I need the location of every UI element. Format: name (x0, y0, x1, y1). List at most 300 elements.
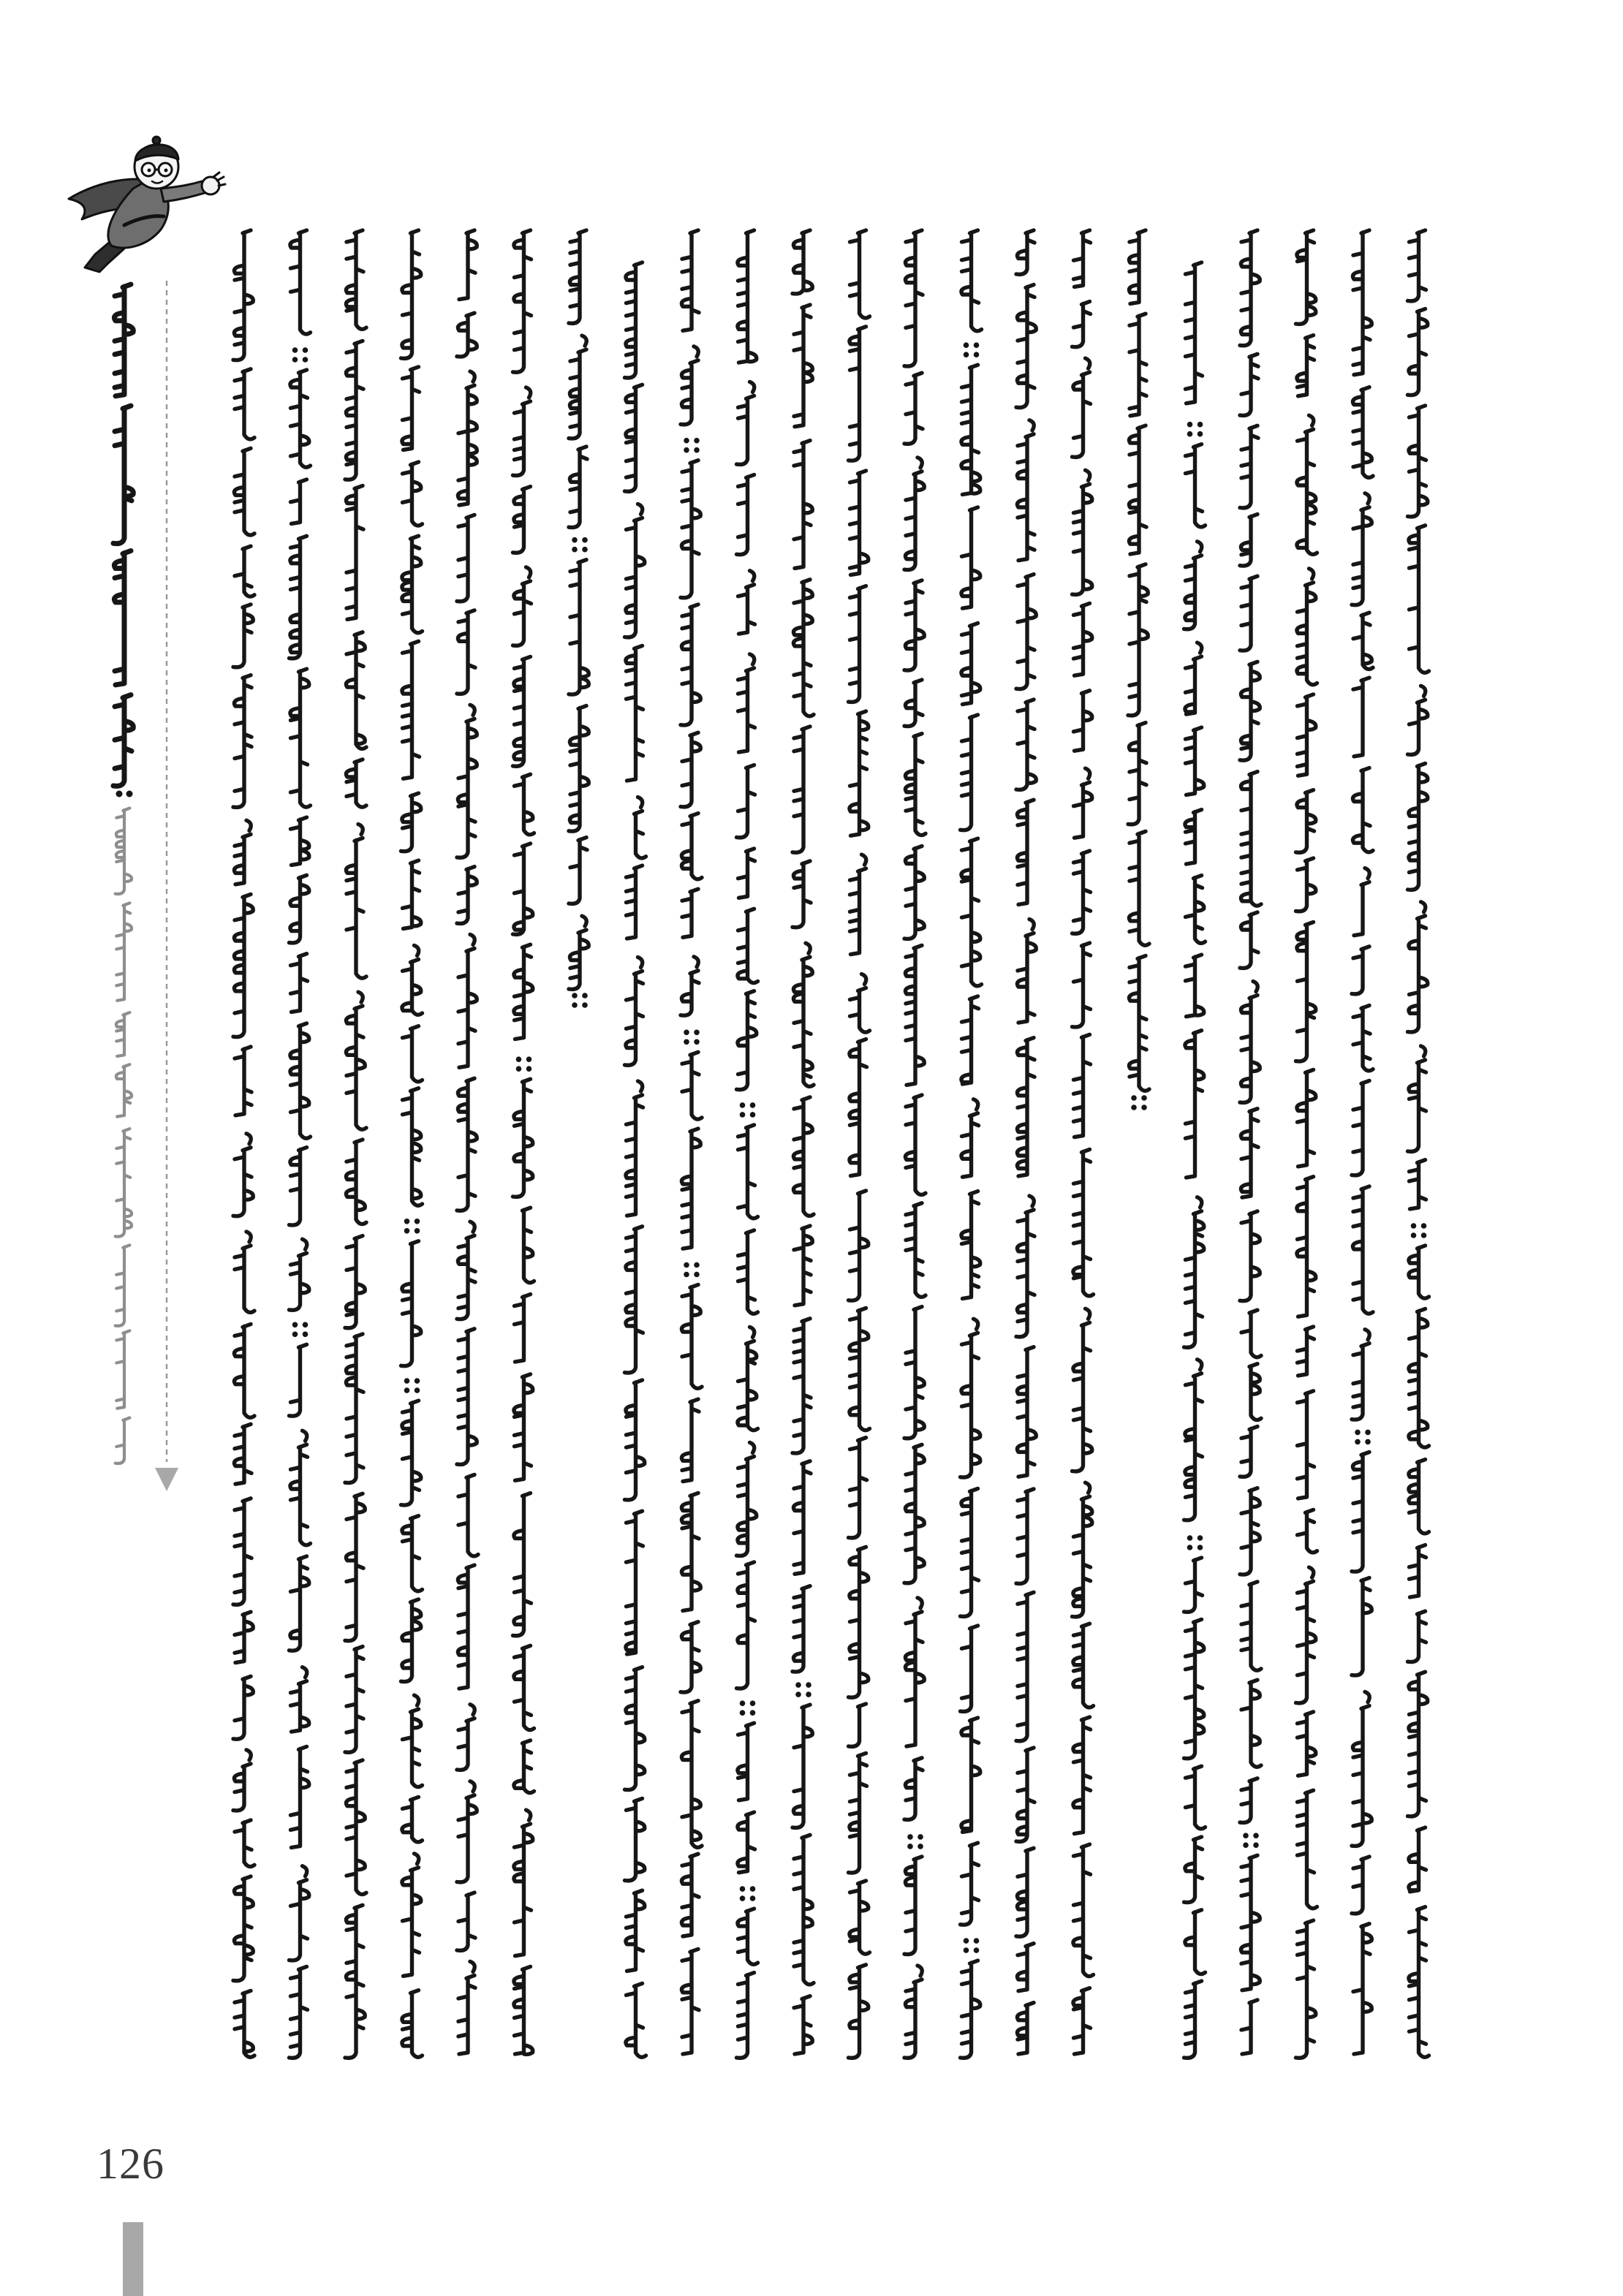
script-word (1352, 1578, 1372, 1675)
script-word (1249, 1364, 1261, 1420)
text-column (401, 230, 423, 2057)
script-word (1240, 1488, 1260, 1575)
script-word (291, 817, 309, 865)
script-word (1016, 1489, 1034, 1584)
punctuation-comma (1365, 1330, 1369, 1340)
script-word (403, 860, 421, 928)
script-word (1410, 1545, 1426, 1597)
script-word (514, 1966, 533, 2054)
script-word (402, 536, 423, 633)
script-word (904, 1979, 922, 2058)
script-word (849, 1965, 869, 2058)
script-word (904, 580, 924, 670)
script-word (233, 1676, 253, 1739)
script-word (1185, 656, 1202, 714)
script-word (290, 1344, 307, 1416)
script-word (904, 230, 923, 366)
script-word (402, 1797, 423, 1842)
script-word (738, 1723, 754, 1800)
script-word (961, 230, 982, 331)
punctuation-full-stop (292, 347, 309, 363)
script-word (1128, 564, 1148, 716)
script-word (1072, 302, 1091, 347)
script-word (1354, 882, 1369, 936)
script-word (794, 580, 814, 716)
script-word (401, 1599, 421, 1682)
script-word (457, 1329, 477, 1465)
script-word (1186, 1766, 1206, 1829)
script-word (347, 1140, 367, 1224)
script-word (1016, 700, 1036, 789)
script-word (116, 1012, 129, 1056)
script-word (737, 765, 755, 838)
punctuation-full-stop (740, 1700, 756, 1716)
text-column (1184, 262, 1206, 2058)
script-word (291, 954, 308, 1012)
script-word (290, 1444, 311, 1545)
punctuation-comma (358, 992, 363, 1002)
running-header-title (113, 284, 133, 786)
punctuation-comma (1198, 1360, 1202, 1370)
script-word (794, 957, 814, 1086)
punctuation-full-stop (907, 1834, 923, 1849)
script-word (1296, 858, 1316, 912)
script-word (1409, 1827, 1426, 1892)
punctuation-comma (1365, 868, 1369, 879)
script-word (961, 365, 980, 494)
punctuation-comma (246, 1134, 251, 1144)
script-word (235, 1325, 255, 1418)
script-word (291, 1681, 309, 1732)
script-word (290, 875, 309, 943)
punctuation-full-stop (572, 993, 588, 1008)
script-word (513, 230, 531, 372)
punctuation-comma (638, 958, 643, 968)
punctuation-comma (862, 974, 866, 985)
script-word (849, 1547, 869, 1697)
text-column (681, 230, 702, 2054)
punctuation-full-stop (964, 342, 980, 357)
script-word (1297, 583, 1317, 685)
script-word (1298, 1509, 1317, 1553)
script-word (904, 1758, 923, 1820)
script-word (457, 867, 477, 924)
script-word (513, 844, 533, 934)
script-word (682, 230, 700, 330)
script-word (961, 1718, 980, 1832)
script-word (347, 1760, 367, 1895)
script-word (569, 930, 589, 989)
punctuation-comma (246, 820, 251, 830)
script-word (625, 1667, 645, 1790)
script-word (457, 515, 474, 601)
script-word (233, 605, 253, 667)
script-word (682, 889, 698, 937)
script-word (403, 1088, 423, 1206)
script-word (961, 1488, 979, 1616)
script-word (1296, 1920, 1316, 2058)
script-word (403, 1026, 423, 1082)
punctuation-comma (1309, 415, 1314, 425)
script-word (233, 1876, 253, 1981)
punctuation-comma (918, 458, 922, 468)
script-word (1409, 1246, 1429, 1298)
text-column (1016, 230, 1036, 2054)
punctuation-full-stop (1355, 1430, 1371, 1445)
script-word (961, 715, 978, 830)
script-word (1408, 309, 1428, 395)
script-word (625, 1380, 645, 1500)
script-word (1184, 1837, 1203, 1903)
script-word (1184, 1619, 1204, 1758)
punctuation-comma (358, 825, 363, 835)
script-word (514, 1824, 533, 1956)
script-word (233, 1148, 253, 1216)
script-word (849, 327, 866, 461)
script-word (1241, 2000, 1257, 2054)
script-word (347, 838, 367, 979)
script-word (1074, 782, 1092, 838)
punctuation-comma (862, 855, 866, 865)
script-word (1130, 425, 1147, 554)
script-word (682, 1493, 701, 1611)
script-word (1186, 444, 1206, 527)
script-word (792, 1586, 810, 1672)
script-word (1184, 1374, 1203, 1520)
script-word (792, 1319, 811, 1453)
text-column (849, 230, 870, 2058)
script-word (737, 991, 757, 1090)
script-word (457, 1078, 477, 1210)
script-word (906, 1612, 925, 1746)
script-word (457, 1235, 475, 1319)
script-word (515, 1295, 531, 1362)
script-word (513, 1079, 533, 1197)
script-word (1296, 790, 1316, 853)
script-word (1186, 727, 1204, 795)
punctuation-full-stop (684, 438, 700, 453)
script-word (116, 1418, 130, 1464)
script-word (1184, 556, 1202, 629)
punctuation-comma (1029, 920, 1034, 930)
script-word (627, 865, 643, 939)
script-word (235, 1612, 253, 1663)
script-word (850, 471, 869, 575)
punctuation-full-stop (572, 537, 588, 553)
script-word (1353, 1924, 1372, 2054)
script-word (290, 1023, 311, 1138)
script-word (1184, 1211, 1204, 1348)
script-word (1016, 1748, 1034, 1841)
script-word (849, 586, 866, 702)
script-word (1297, 1177, 1316, 1317)
punctuation-comma (918, 1966, 922, 1976)
script-word (402, 641, 420, 778)
script-word (1240, 515, 1257, 567)
script-word (523, 1208, 534, 1283)
punctuation-comma (1421, 1046, 1426, 1056)
script-word (738, 668, 755, 752)
script-word (849, 1191, 869, 1300)
script-word (402, 367, 420, 450)
script-word (1298, 1391, 1314, 1499)
script-word (737, 1562, 755, 1689)
header-colon (116, 791, 133, 797)
script-word (737, 1456, 757, 1556)
script-word (682, 1399, 700, 1482)
punctuation-full-stop (1187, 1535, 1203, 1550)
punctuation-full-stop (1243, 1833, 1259, 1848)
script-word (113, 406, 133, 544)
script-word (116, 808, 132, 894)
script-word (626, 645, 643, 781)
script-word (1297, 429, 1317, 554)
script-word (1353, 1006, 1373, 1071)
script-word (737, 475, 754, 555)
script-word (626, 1095, 643, 1216)
script-word (345, 1647, 363, 1753)
script-word (1074, 603, 1092, 675)
punctuation-comma (1309, 1567, 1314, 1577)
punctuation-comma (638, 1081, 643, 1091)
punctuation-comma (638, 797, 643, 808)
script-word (961, 996, 979, 1084)
text-column (737, 230, 758, 2058)
script-word (1130, 314, 1146, 416)
script-word (345, 1236, 365, 1328)
script-word (1016, 1848, 1034, 1936)
script-word (1074, 691, 1092, 751)
script-word (1296, 922, 1316, 1061)
script-word (850, 1308, 870, 1430)
punctuation-comma (694, 346, 698, 357)
punctuation-comma (303, 1431, 307, 1441)
script-word (513, 581, 531, 645)
punctuation-comma (526, 567, 531, 577)
script-word (457, 610, 475, 694)
script-word (402, 1516, 423, 1591)
script-word (1073, 1149, 1094, 1296)
punctuation-comma (918, 1598, 922, 1608)
punctuation-comma (303, 1667, 307, 1678)
script-word (1073, 1844, 1094, 1977)
script-word (626, 1890, 645, 1971)
script-word (458, 385, 477, 505)
script-word (1353, 230, 1372, 375)
script-word (961, 624, 980, 705)
script-word (403, 1709, 423, 1787)
script-word (235, 1047, 251, 1115)
script-word (345, 1493, 365, 1640)
script-word (1240, 576, 1257, 651)
script-word (1018, 1347, 1037, 1477)
script-word (515, 774, 534, 835)
script-word (290, 1880, 309, 1960)
script-word (1352, 947, 1369, 994)
script-word (1240, 354, 1258, 415)
script-word (1296, 230, 1316, 324)
script-word (738, 909, 758, 982)
script-word (1298, 1790, 1317, 1909)
punctuation-comma (470, 1781, 474, 1792)
script-word (1297, 1069, 1316, 1166)
script-word (1352, 507, 1372, 605)
script-word (233, 1499, 251, 1604)
script-word (849, 1438, 867, 1538)
punctuation-comma (582, 336, 586, 346)
script-word (290, 536, 307, 658)
script-word (906, 1203, 926, 1297)
punctuation-comma (1421, 686, 1426, 696)
script-word (1074, 1034, 1091, 1137)
script-word (514, 944, 533, 1039)
script-word (1240, 230, 1260, 346)
script-word (402, 959, 423, 1015)
script-word (569, 349, 586, 439)
script-word (625, 1227, 643, 1373)
script-word (1296, 1581, 1316, 1703)
script-word (906, 945, 925, 1085)
script-word (569, 230, 586, 323)
script-word (116, 1245, 130, 1325)
punctuation-comma (582, 916, 586, 926)
running-header (113, 284, 133, 1463)
script-word (738, 1230, 758, 1314)
script-word (849, 1753, 867, 1873)
punctuation-comma (1253, 982, 1257, 992)
script-word (1018, 2003, 1034, 2054)
script-word (1410, 1160, 1426, 1209)
punctuation-comma (638, 504, 643, 515)
script-word (290, 1556, 309, 1651)
script-word (457, 313, 477, 357)
text-column (1408, 230, 1429, 2057)
script-word (235, 1246, 254, 1312)
script-word (1241, 772, 1262, 906)
script-word (235, 546, 254, 596)
script-word (1072, 484, 1092, 594)
script-word (1016, 285, 1036, 408)
script-word (1353, 768, 1374, 852)
script-word (904, 1444, 924, 1583)
script-word (738, 1909, 758, 1964)
script-word (626, 1983, 646, 2057)
script-word (457, 1719, 474, 1770)
script-word (290, 1966, 308, 2058)
punctuation-comma (974, 1319, 978, 1329)
script-word (1409, 526, 1429, 672)
script-word (1073, 1717, 1091, 1834)
script-word (792, 861, 811, 928)
script-word (1073, 1988, 1091, 2054)
script-word (738, 1125, 758, 1219)
script-word (458, 1975, 475, 2054)
script-word (904, 373, 923, 444)
script-word (1297, 336, 1314, 396)
script-word (1072, 851, 1091, 933)
script-word (1240, 996, 1260, 1103)
punctuation-comma (1086, 358, 1090, 368)
script-word (682, 1052, 702, 1119)
script-word (792, 727, 810, 852)
script-word (682, 1129, 701, 1249)
punctuation-comma (806, 943, 810, 953)
script-word (961, 838, 982, 986)
script-word (457, 1795, 477, 1882)
punctuation-comma (1086, 768, 1090, 778)
script-word (1353, 678, 1369, 757)
script-word (681, 360, 698, 425)
script-word (513, 401, 531, 476)
script-word (291, 480, 307, 524)
script-word (1018, 800, 1034, 904)
script-word (1128, 723, 1146, 825)
script-word (1241, 1582, 1261, 1670)
script-word (458, 948, 477, 1067)
script-word (233, 894, 253, 1037)
punctuation-comma (1086, 1482, 1090, 1493)
script-word (625, 384, 643, 491)
script-word (235, 448, 255, 535)
script-word (569, 447, 587, 528)
punctuation-comma (303, 1866, 307, 1876)
script-word (1241, 1109, 1259, 1197)
text-column (290, 230, 311, 2058)
punctuation-comma (470, 705, 474, 715)
punctuation-comma (750, 382, 754, 392)
triangle-down-icon (155, 1468, 178, 1491)
script-word (681, 732, 700, 807)
script-word (513, 487, 531, 553)
script-word (1241, 1310, 1261, 1357)
script-word (459, 230, 477, 300)
script-word (1073, 1624, 1094, 1708)
script-word (1185, 810, 1202, 864)
script-word (626, 1511, 643, 1654)
script-word (1016, 1592, 1034, 1740)
script-word (682, 1949, 700, 2054)
punctuation-full-stop (1131, 1095, 1147, 1110)
script-word (401, 1241, 421, 1366)
script-word (625, 518, 645, 637)
punctuation-comma (750, 654, 754, 664)
script-word (233, 675, 251, 808)
script-word (1130, 831, 1150, 945)
script-word (681, 1622, 700, 1692)
script-word (794, 1461, 812, 1575)
script-word (347, 486, 364, 620)
script-word (1298, 694, 1316, 776)
punctuation-full-stop (1411, 1223, 1427, 1238)
text-column (1072, 230, 1094, 2054)
script-word (345, 341, 363, 480)
script-word (1298, 1712, 1316, 1776)
punctuation-comma (694, 957, 698, 967)
script-word (904, 846, 924, 939)
running-header-subtitle (116, 808, 132, 1464)
script-word (1130, 230, 1146, 304)
script-word (401, 793, 421, 852)
punctuation-full-stop (684, 1262, 700, 1278)
text-column (625, 262, 646, 2057)
script-word (792, 230, 812, 294)
script-word (1072, 372, 1091, 457)
script-word (1408, 1672, 1428, 1816)
script-word (235, 369, 254, 439)
script-word (1409, 1309, 1429, 1448)
script-word (235, 834, 251, 884)
script-word (347, 632, 367, 749)
